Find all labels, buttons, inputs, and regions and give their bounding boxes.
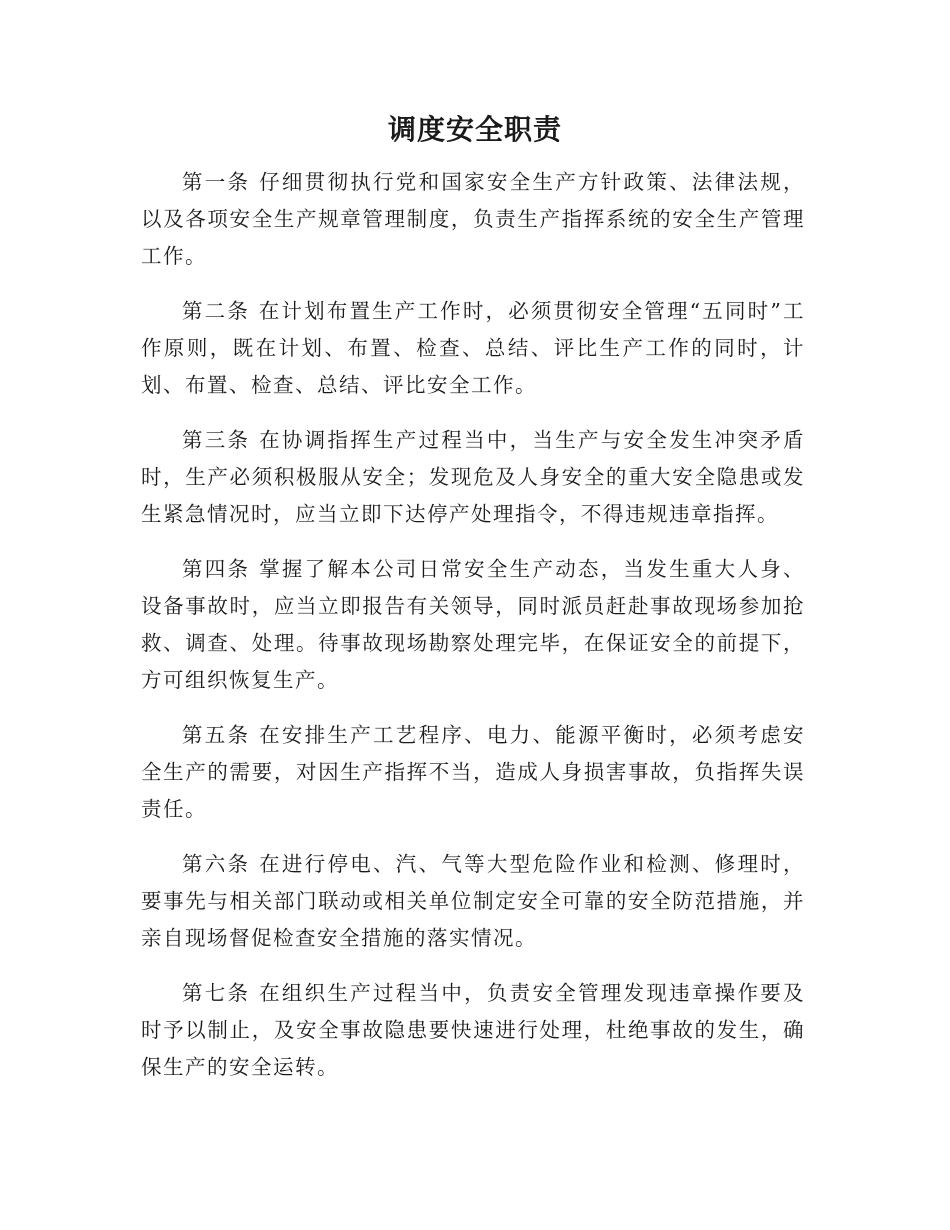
- article-3: 第三条 在协调指挥生产过程当中，当生产与安全发生冲突矛盾时，生产必须积极服从安全；发现危及人身安全的重大安全隐患或发生紧急情况时，应当立即下达停产处理指令，不得违规违章指挥。: [141, 428, 805, 526]
- article-6: 第六条 在进行停电、汽、气等大型危险作业和检测、修理时，要事先与相关部门联动或相关单位制定安全可靠的安全防范措施，并亲自现场督促检查安全措施的落实情况。: [141, 852, 805, 950]
- document-body: [141, 164, 805, 1104]
- article-2: 第二条 在计划布置生产工作时，必须贯彻安全管理“五同时”工作原则，既在计划、布置、检查、总结、评比生产工作的同时，计划、布置、检查、总结、评比安全工作。: [141, 299, 805, 397]
- article-7: 第七条 在组织生产过程当中，负责安全管理发现违章操作要及时予以制止，及安全事故隐患要快速进行处理，杜绝事故的发生，确保生产的安全运转。: [141, 981, 805, 1079]
- article-5: 第五条 在安排生产工艺程序、电力、能源平衡时，必须考虑安全生产的需要，对因生产指挥不当，造成人身损害事故，负指挥失误责任。: [141, 723, 805, 821]
- document-title: 调度安全职责: [387, 113, 562, 146]
- article-4: 第四条 掌握了解本公司日常安全生产动态，当发生重大人身、设备事故时，应当立即报告有关领导，同时派员赶赴事故现场参加抢救、调查、处理。待事故现场勘察处理完毕，在保证安全的前提下，方可组织恢复生产。: [141, 557, 805, 692]
- article-1: 第一条 仔细贯彻执行党和国家安全生产方针政策、法律法规，以及各项安全生产规章管理制度，负责生产指挥系统的安全生产管理工作。: [141, 170, 805, 268]
